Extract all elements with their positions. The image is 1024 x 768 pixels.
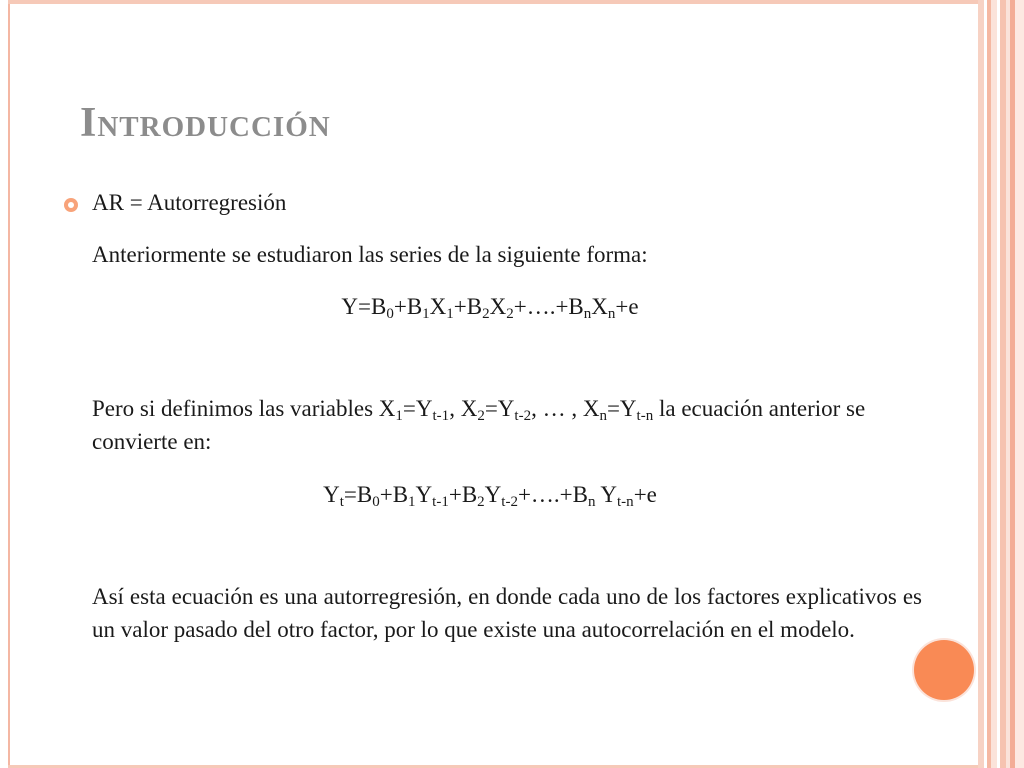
equation-1: $Y=B_0+B_1X_1+B_2X_2+\dots.+B_nX_n+e$ [341,294,639,322]
paragraph-2: Pero si definimos las variables $X_1=Y_{t-1}$, $X_2=Y_{t-2}$, … , $X_n=Y_{t-n}$ la ecuación anterior se convierte en: [92,396,866,454]
intro-line: Anteriormente se estudiaron las series de la siguiente forma: [92,242,648,267]
paragraph-3: Así esta ecuación es una autorregresión, en donde cada uno de los factores explicativos es un valor pasado del otro factor, por lo que existe una autocorrelación en el modelo. [92,584,922,642]
right-stripe [1015,0,1024,768]
equation-2: $Y_t=B_0+B_1Y_{t-1}+B_2Y_{t-2}+\dots.+B_n$ $Y_{t-n}+e$ [323,482,657,510]
bullet-icon [64,198,78,212]
bullet-text: AR = Autorregresión [92,190,287,215]
decorative-circle [914,640,974,700]
frame-left-line [8,0,10,768]
slide-title: Introducción [80,100,331,146]
frame-top [8,0,980,4]
frame-left [0,0,8,768]
